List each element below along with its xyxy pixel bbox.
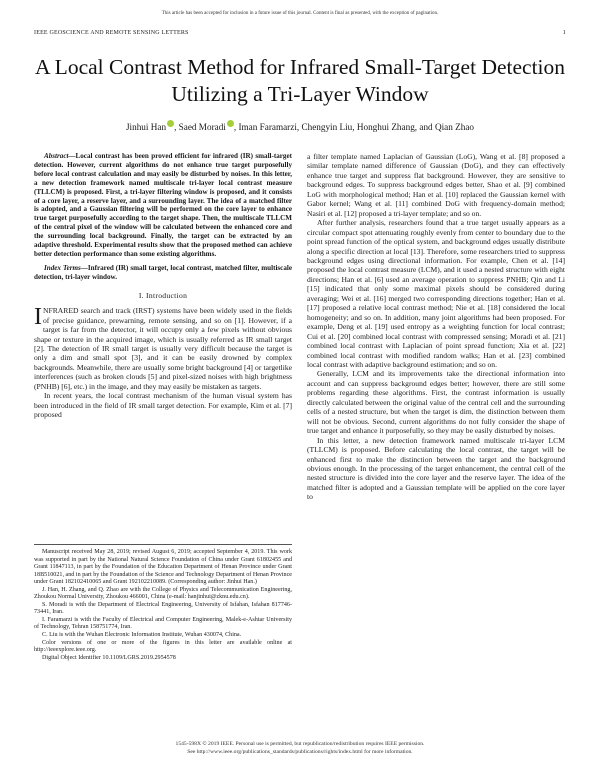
page-number: 1 <box>562 30 566 36</box>
footnote-affiliation: I. Faramarzi is with the Faculty of Electrical and Computer Engineering, Malek-e-Ashtar University of Technology, Tehran 158751774, Iran. <box>34 616 292 631</box>
footnote-affiliation: J. Han, H. Zhang, and Q. Zhao are with the College of Physics and Telecommunication Engineering, Zhoukou Normal University, Zhoukou 466001, China (e-mail: hanjinhui@zknu.edu.cn). <box>34 586 292 601</box>
author-name[interactable]: Chengyin Liu <box>301 122 353 132</box>
body-paragraph: After further analysis, researchers found that a true target usually appears as a circular compact spot attenuating roughly evenly from center to boundary due to the point spread function of the optical system, and background edges usually distribute along a specific direction at local [13]. Therefore, some researchers tried to suppress background edges using directional information. For example, Chen et al. [14] proposed the local contrast measure (LCM), and it used a nested structure with eight directions; Han et al. [6] used an average operation to suppress PNHB; Qin and Li [15] indicated that only some maximal pixels should be considered during averaging; Wei et al. [16] merged two corresponding directions together; Han et al. [17] proposed a relative local contrast method; Nie et al. [18] considered the local homogeneity; and so on. In addition, many joint algorithms had been proposed. For example, Deng et al. [19] used entropy as a weighting function for local contrast; Cui et al. [20] combined local contrast with compressed sensing; Moradi et al. [21] combined local contrast with Laplacian of point spread function; Xia et al. [22] combined local contrast with modified random walks; Han et al. [23] combined local contrast with adaptive background estimation; and so on. <box>307 218 565 369</box>
index-terms-label: Index Terms— <box>44 263 88 272</box>
author-name[interactable]: Saed Moradi <box>178 122 226 132</box>
author-name[interactable]: Jinhui Han <box>125 122 167 132</box>
footnote-doi[interactable]: Digital Object Identifier 10.1109/LGRS.2019.2954578 <box>42 654 176 661</box>
index-terms-text: Infrared (IR) small target, local contrast, matched filter, multiscale detection, tri-layer window. <box>34 263 292 281</box>
footnote-affiliation: C. Liu is with the Wuhan Electronic Information Institute, Wuhan 430074, China. <box>42 632 242 639</box>
author-name[interactable]: Qian Zhao <box>434 122 474 132</box>
author-list: Jinhui Han , Saed Moradi , Iman Faramarzi, Chengyin Liu, Honghui Zhang, and Qian Zhao <box>125 122 474 132</box>
author-name[interactable]: Honghui Zhang <box>356 122 415 132</box>
footnote-color-versions[interactable]: Color versions of one or more of the figures in this letter are available online at http://ieeexplore.ieee.org. <box>34 639 292 654</box>
index-terms <box>34 264 292 282</box>
body-paragraph: In this letter, a new detection framework named multiscale tri-layer LCM (TLLCM) is proposed. Before calculating the local contrast, the target will be enhanced first to make the distinction between the target and the background obvious enough. In the processing of the target enhancement, the central cell of the nested structure is divided into the core layer and the reserve layer. The idea of the matched filter is adopted and a Gaussian template will be applied on the core layer to <box>307 435 565 502</box>
orcid-icon[interactable] <box>227 120 234 127</box>
footnote-affiliation: S. Moradi is with the Department of Electrical Engineering, University of Isfahan, Isfahan 817746-73441, Iran. <box>34 601 292 616</box>
orcid-icon[interactable] <box>167 120 174 127</box>
acceptance-notice: This article has been accepted for inclusion in a future issue of this journal. Content is final as presented, with the exception of pagination. <box>161 11 439 16</box>
copyright-line: 1545-598X © 2019 IEEE. Personal use is permitted, but republication/redistribution requires IEEE permission. <box>175 741 425 747</box>
section-heading: I. Introduction <box>138 290 188 300</box>
intro-paragraph-text: NFRARED search and track (IRST) systems have been widely used in the fields of precise guidance, prewarning, remote sensing, and so on [1]. However, if a target is far from the detector, it will occupy only a few pixels without obvious shape or texture in the acquired image, which is usually referred as IR small target [2]. The detection of IR small target is usually very difficult because the target is only a dim and small spot [3], and it can be easily drowned by complex backgrounds. Meanwhile, there are usually some bright background [4] or targetlike interferences (such as broken clouds [5] and pixel-sized noises with high brightness (PNHB) [6], etc.) in the image, and they may easily be mistaken as targets. <box>34 306 292 391</box>
running-head <box>34 30 566 36</box>
left-column <box>34 152 292 420</box>
footnote-manuscript: Manuscript received May 28, 2019; revised August 6, 2019; accepted September 4, 2019. This work was supported in part by the National Natural Science Foundation of China under Grant 61802455 and Grant 11847113, in part by the Foundation of the Education Department of Henan Province under Grant 18B510021, and in part by the Foundation of the Science and Technology Department of Henan Province under Grant 182102410065 and Grant 192102210089. (Corresponding author: Jinhui Han.) <box>34 549 292 586</box>
paper-title: A Local Contrast Method for Infrared Small-Target Detection Utilizing a Tri-Layer Window <box>34 55 566 106</box>
abstract-text: Local contrast has been proved efficient for infrared (IR) small-target detection. However, current algorithms do not enhance true target purposefully before local contrast calculation and may easily be disturbed by noises. In this letter, a new detection framework named multiscale tri-layer local contrast measure (TLLCM) is proposed. First, a tri-layer filtering window is proposed, and it consists of a core layer, a reserve layer, and a surrounding layer. The idea of a matched filter is adopted, and a Gaussian filtering will be performed on the core layer to enhance true target purposefully according to the target shape. Then, the multiscale TLLCM of the central pixel of the window will be calculated between the enhanced core and the surrounding local background. Finally, the target can be extracted by an adaptive threshold. Experimental results show that the proposed method can achieve better detection performance than some existing algorithms. <box>34 152 292 258</box>
permissions-link[interactable]: See http://www.ieee.org/publications_standards/publications/rights/index.html for more information. <box>187 748 413 755</box>
journal-name: IEEE GEOSCIENCE AND REMOTE SENSING LETTERS <box>34 30 189 36</box>
footnotes <box>34 544 292 662</box>
copyright-footer <box>0 741 600 756</box>
abstract <box>34 152 292 259</box>
right-column <box>307 152 565 502</box>
abstract-label: Abstract— <box>44 152 76 160</box>
intro-paragraph <box>34 306 292 391</box>
body-paragraph: a filter template named Laplacian of Gaussian (LoG), Wang et al. [8] proposed a similar template named difference of Gaussian (DoG), and they can effectively enhance true target and suppress flat background. However, they are sensitive to background edges. To suppress background edges better, Shao et al. [9] combined LoG with morphological method; Han et al. [10] replaced the Gaussian kernel with Gabor kernel; Wang et al. [11] combined DoG with frequency-domain method; Nasiri et al. [12] proposed a tri-layer template; and so on. <box>307 152 565 218</box>
body-paragraph: Generally, LCM and its improvements take the directional information into account and can suppress background edges better; however, there are still some problems regarding these algorithms. First, the contrast information is usually directly calculated between the original value of the central cell and the surrounding cells of a nested structure, but when the target is dim, the distinction between them will not be obvious. Second, current algorithms do not fully consider the shape of true target and enhance it purposefully, so they may be easily disturbed by noises. <box>307 369 565 436</box>
author-name[interactable]: Iman Faramarzi <box>238 122 297 132</box>
intro-paragraph: In recent years, the local contrast mechanism of the human visual system has been introduced in the field of IR small target detection. For example, Kim et al. [7] proposed <box>34 391 292 420</box>
drop-cap: I <box>34 304 42 331</box>
